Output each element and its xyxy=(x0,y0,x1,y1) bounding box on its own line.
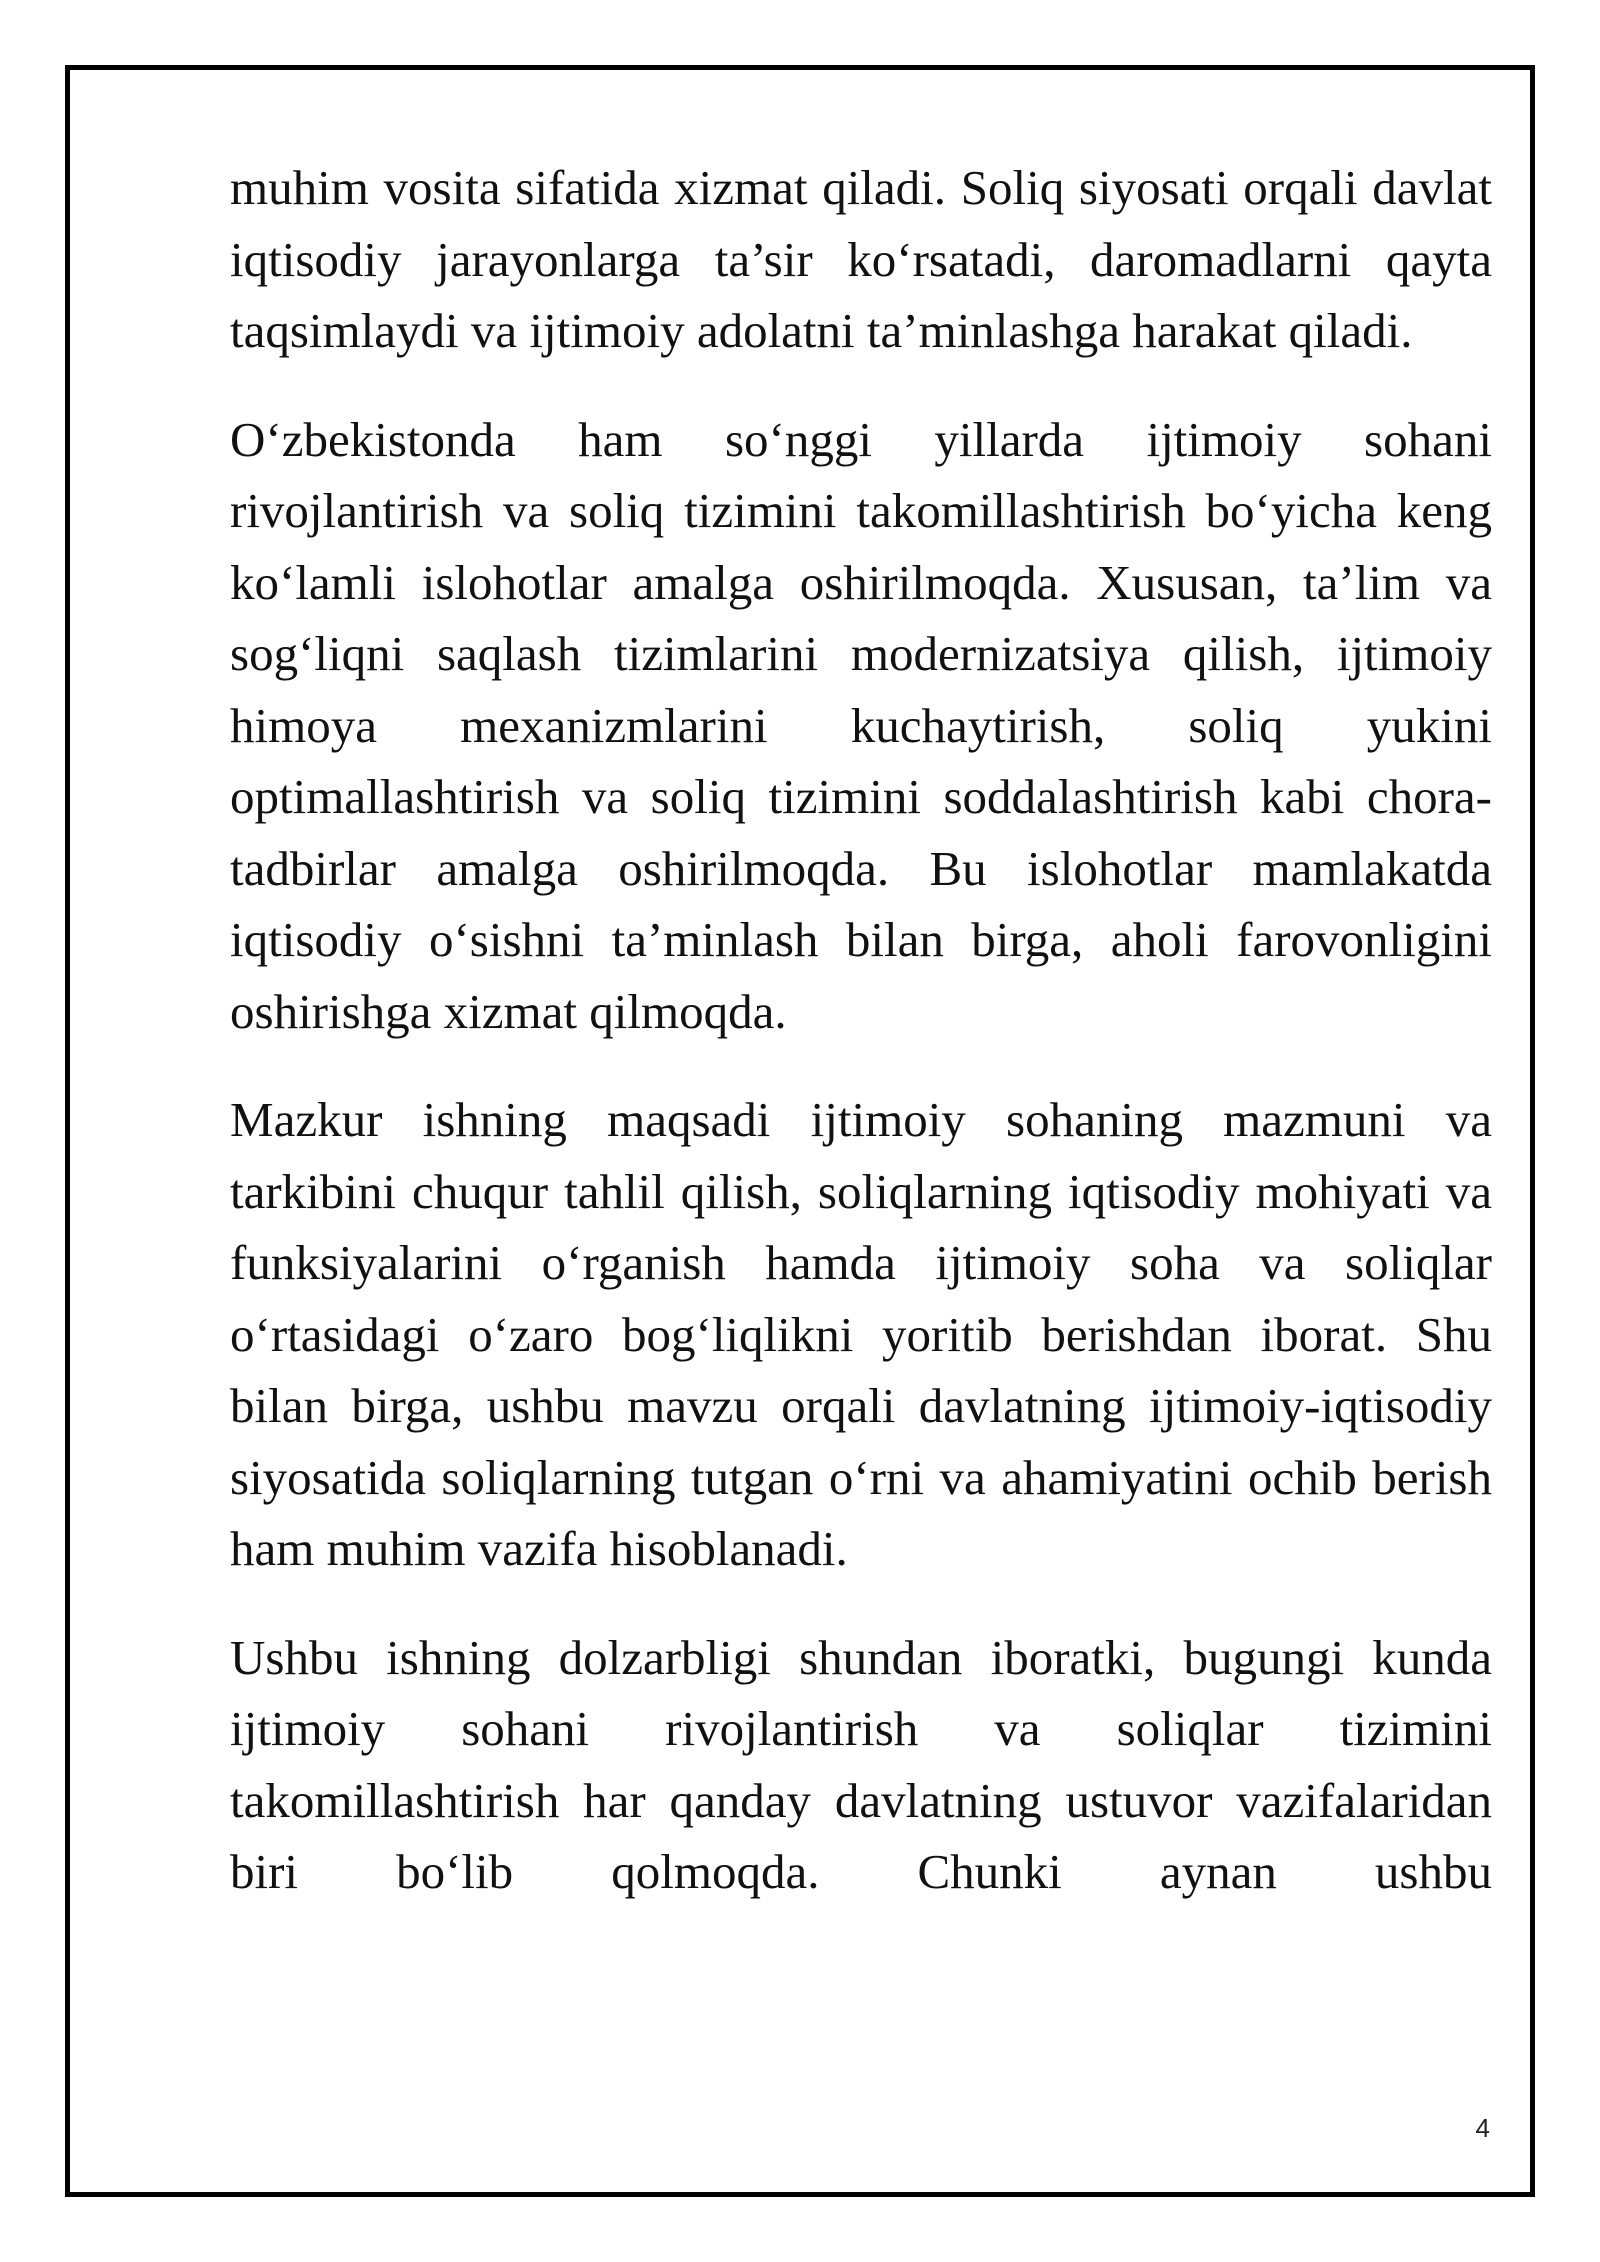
paragraph-3: Mazkur ishning maqsadi ijtimoiy sohaning mazmuni va tarkibini chuqur tahlil qilish, soliqlarning iqtisodiy mohiyati va funksiyalarini o‘rganish hamda ijtimoiy soha va soliqlar o‘rtasidagi o‘zaro bog‘liqlikni yoritib berishdan iborat. Shu bilan birga, ushbu mavzu orqali davlatning ijtimoiy-iqtisodiy siyosatida soliqlarning tutgan o‘rni va ahamiyatini ochib berish ham muhim vazifa hisoblanadi. xyxy=(230,1092,1492,1576)
paragraph-1: muhim vosita sifatida xizmat qiladi. Soliq siyosati orqali davlat iqtisodiy jarayonlarga ta’sir ko‘rsatadi, daromadlarni qayta taqsimlaydi va ijtimoiy adolatni ta’minlashga harakat qiladi. xyxy=(230,160,1492,358)
document-body xyxy=(230,152,1492,1945)
paragraph-4: Ushbu ishning dolzarbligi shundan iboratki, bugungi kunda ijtimoiy sohani rivojlantirish va soliqlar tizimini takomillashtirish har qanday davlatning ustuvor vazifalaridan biri bo‘lib qolmoqda. Chunki aynan ushbu xyxy=(230,1629,1492,1899)
page-number: 4 xyxy=(1475,2113,1490,2143)
paragraph-2: O‘zbekistonda ham so‘nggi yillarda ijtimoiy sohani rivojlantirish va soliq tizimini takomillashtirish bo‘yicha keng ko‘lamli islohotlar amalga oshirilmoqda. Xususan, ta’lim va sog‘liqni saqlash tizimlarini modernizatsiya qilish, ijtimoiy himoya mexanizmlarini kuchaytirish, soliq yukini optimallashtirish va soliq tizimini soddalashtirish kabi chora-tadbirlar amalga oshirilmoqda. Bu islohotlar mamlakatda iqtisodiy o‘sishni ta’minlash bilan birga, aholi farovonligini oshirishga xizmat qilmoqda. xyxy=(230,411,1492,1039)
